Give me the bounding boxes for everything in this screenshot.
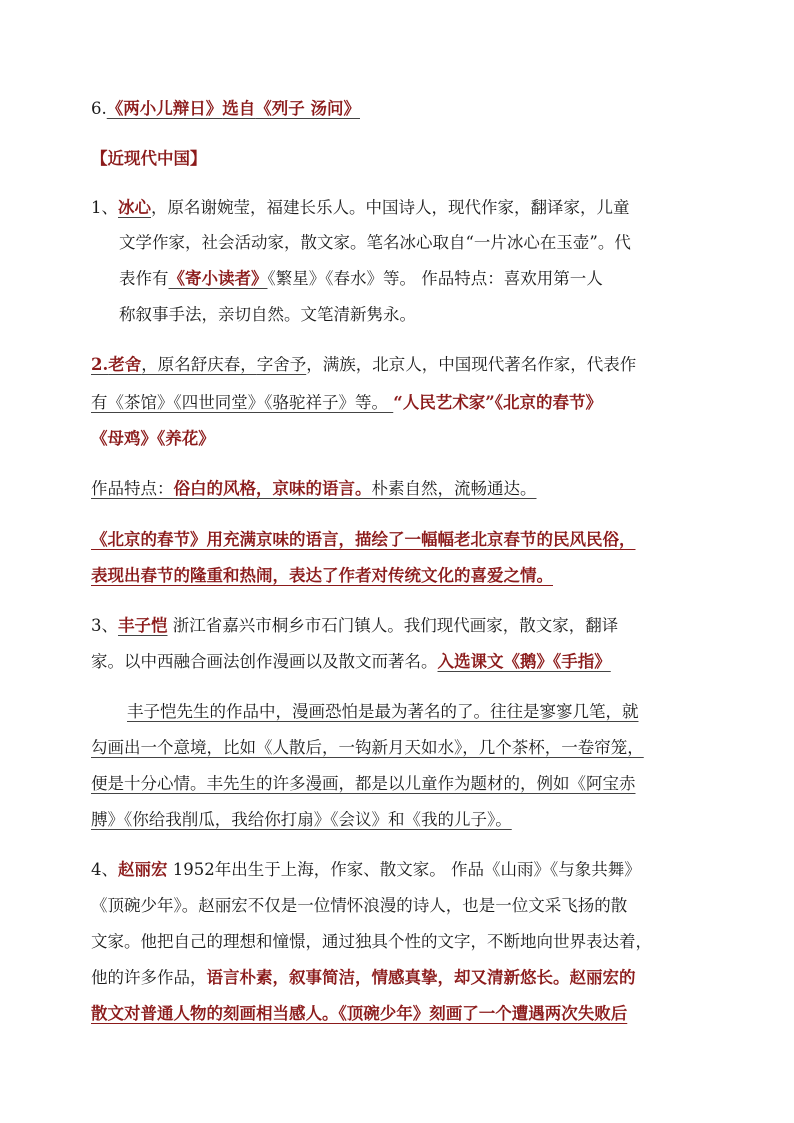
laoshe-title-honor: “人民艺术家”《北京的春节》: [393, 393, 602, 412]
laoshe-text-1c: ，满族，北京人，中国现代著名作家，代表作: [306, 355, 637, 374]
fengzikai-text-2: 家。以中西融合画法创作漫画以及散文而著名。: [91, 652, 438, 671]
zhaolihong-line-2: 《顶碗少年》。赵丽宏不仅是一位情怀浪漫的诗人，也是一位文采飞扬的散: [91, 896, 628, 915]
bingxin-line-1: [91, 197, 630, 219]
laoshe-features-key: 俗白的风格，京味的语言。: [173, 479, 372, 498]
item-6-title: 《两小儿辩日》: [106, 99, 223, 118]
item-6-connector: 选自: [222, 99, 256, 118]
fengzikai-paragraph-line-1: 丰子恺先生的作品中，漫画恐怕是最为著名的了。往往是寥寥几笔，就: [127, 702, 639, 721]
laoshe-name: 老舍: [108, 355, 142, 374]
laoshe-paragraph-line-1: 《北京的春节》用充满京味的语言，描绘了一幅幅老北京春节的民风民俗，: [91, 530, 636, 549]
fengzikai-number: 3、: [91, 616, 118, 635]
item-6-number: 6.: [91, 99, 107, 118]
laoshe-courtesy-name: 字舍予: [256, 355, 307, 374]
fengzikai-paragraph-line-4: 膊》《你给我削瓜，我给你打扇》《会议》和《我的儿子》。: [91, 810, 512, 829]
laoshe-paragraph-line-2: 表现出春节的隆重和热闹，表达了作者对传统文化的喜爱之情。: [91, 566, 553, 585]
bingxin-line-4: 称叙事手法，亲切自然。文笔清新隽永。: [119, 305, 416, 324]
zhaolihong-name: 赵丽宏: [118, 860, 168, 879]
bingxin-text-1: ，原名谢婉莹，福建长乐人。中国诗人，现代作家，翻译家，儿童: [151, 198, 630, 217]
fengzikai-line-2: [91, 651, 611, 673]
bingxin-text-3a: 表作有: [119, 269, 169, 288]
fengzikai-paragraph-line-2: 勾画出一个意境，比如《人散后，一钩新月天如水》，几个茶杯，一卷帘笼，: [91, 738, 644, 757]
fengzikai-text-1: 浙江省嘉兴市桐乡市石门镇人。我们现代画家，散文家，翻译: [167, 616, 619, 635]
laoshe-line-2: [91, 392, 602, 414]
fengzikai-line-1: [91, 615, 618, 637]
item-6-line: [91, 98, 360, 120]
zhaolihong-style-highlight: 语言朴素，叙事简洁，情感真挚，却又清新悠长。赵丽宏的: [206, 968, 636, 987]
bingxin-name: 冰心: [118, 198, 151, 217]
zhaolihong-line-4: [91, 967, 636, 989]
bingxin-line-3: [119, 268, 603, 290]
bingxin-text-3c: 《繁星》《春水》等。 作品特点：喜欢用第一人: [267, 269, 603, 288]
fengzikai-name: 丰子恺: [118, 616, 168, 635]
laoshe-features: [91, 478, 537, 500]
zhaolihong-line-3: 文家。他把自己的理想和憧憬，通过独具个性的文字，不断地向世界表达着，: [91, 932, 652, 951]
laoshe-works: 有《茶馆》《四世同堂》《骆驼祥子》等。: [91, 393, 394, 412]
item-6-source: 《列子 汤问》: [255, 99, 360, 118]
zhaolihong-line-5: 散文对普通人物的刻画相当感人。《顶碗少年》刻画了一个遭遇两次失败后: [91, 1004, 628, 1023]
bingxin-work: 《寄小读者》: [168, 269, 268, 288]
fengzikai-paragraph-line-3: 便是十分心情。丰先生的许多漫画，都是以儿童作为题材的，例如《阿宝赤: [91, 774, 636, 793]
section-header: 【近现代中国】: [91, 149, 207, 168]
laoshe-features-label: 作品特点：: [91, 479, 174, 498]
fengzikai-selected-works: 入选课文《鹅》《手指》: [437, 652, 611, 671]
laoshe-features-rest: 朴素自然，流畅通达。: [371, 479, 537, 498]
laoshe-text-1a: ，原名舒庆春，: [141, 355, 257, 374]
bingxin-line-2: 文学作家，社会活动家，散文家。笔名冰心取自“一片冰心在玉壶”。代: [119, 233, 631, 252]
laoshe-line-3: 《母鸡》《养花》: [91, 429, 215, 448]
zhaolihong-line-1: [91, 859, 641, 881]
laoshe-line-1: [91, 354, 636, 376]
laoshe-number: 2.: [91, 355, 109, 374]
zhaolihong-number: 4、: [91, 860, 118, 879]
zhaolihong-text-1: 1952年出生于上海，作家、散文家。 作品《山雨》《与象共舞》: [167, 860, 641, 879]
zhaolihong-text-4a: 他的许多作品，: [91, 968, 207, 987]
bingxin-number: 1、: [91, 198, 118, 217]
